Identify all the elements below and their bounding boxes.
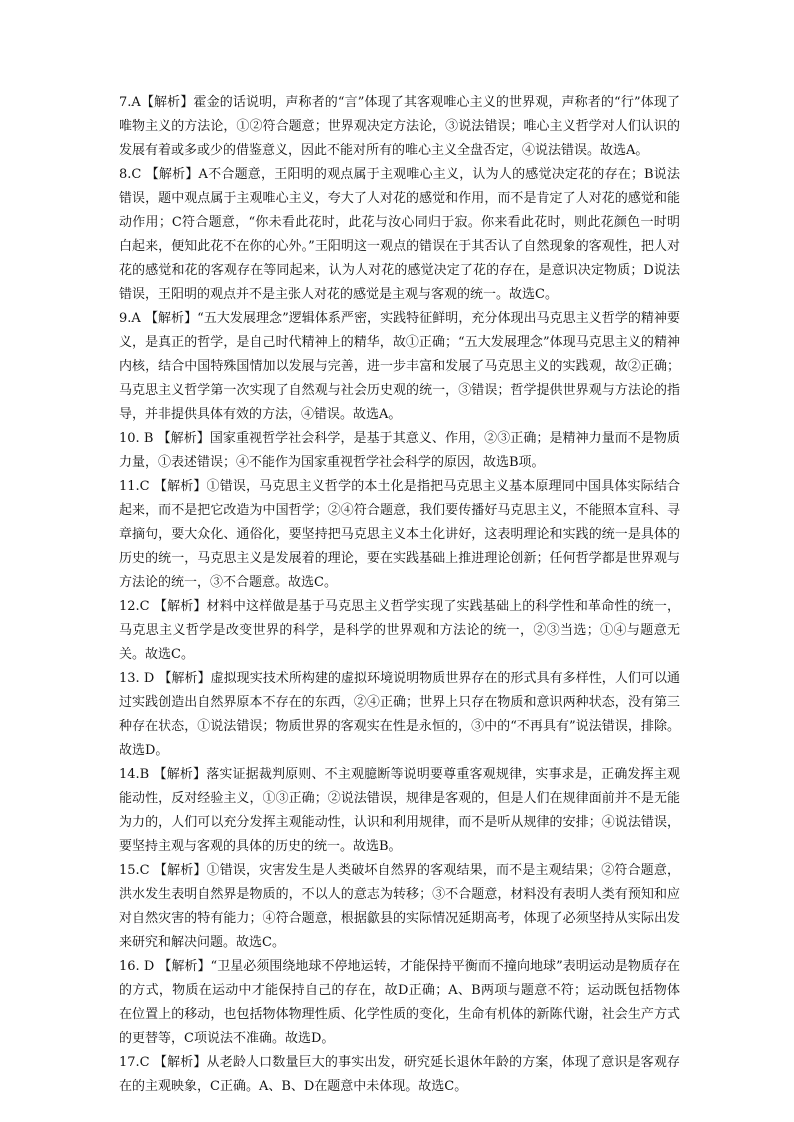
answer-item-15: 15.C 【解析】①错误，灾害发生是人类破坏自然界的客观结果，而不是主观结果；②符合题意，洪水发生表明自然界是物质的，不以人的意志为转移；③不合题意，材料没有表明人类有预知和应对自然灾害的特有能力；④符合题意，根据歙县的实际情况延期高考，体现了必须坚持从实际出发来研究和解决问题。故选C。	[119, 863, 680, 950]
answer-item-7: 7.A【解析】霍金的话说明，声称者的“言”体现了其客观唯心主义的世界观，声称者的“行”体现了唯物主义的方法论，①②符合题意；世界观决定方法论，③说法错误；唯心主义哲学对人们认识的发展有着或多或少的借鉴意义，因此不能对所有的唯心主义全盘否定，④说法错误。故选A。	[119, 95, 680, 158]
answer-item-9: 9.A 【解析】“五大发展理念”逻辑体系严密，实践特征鲜明，充分体现出马克思主义哲学的精神要义，是真正的哲学，是自己时代精神上的精华，故①正确；“五大发展理念”体现马克思主义的精神内核，结合中国特殊国情加以发展与完善，进一步丰富和发展了马克思主义的实践观，故②正确；马克思主义哲学第一次实现了自然观与社会历史观的统一，③错误；哲学提供世界观与方法论的指导，并非提供具体有效的方法，④错误。故选A。	[119, 311, 680, 422]
answer-item-17: 17.C 【解析】从老龄人口数量巨大的事实出发，研究延长退休年龄的方案，体现了意识是客观存在的主观映象，C正确。A、B、D在题意中未体现。故选C。	[119, 1055, 680, 1094]
answer-item-11: 11.C 【解析】①错误，马克思主义哲学的本土化是指把马克思主义基本原理同中国具体实际结合起来，而不是把它改造为中国哲学；②④符合题意，我们要传播好马克思主义，不能照本宣科、寻章摘句，要大众化、通俗化，要坚持把马克思主义本土化讲好，这表明理论和实践的统一是具体的历史的统一，马克思主义是发展着的理论，要在实践基础上推进理论创新；任何哲学都是世界观与方法论的统一，③不合题意。故选C。	[119, 479, 680, 590]
answer-item-8: 8.C 【解析】A不合题意，王阳明的观点属于主观唯心主义，认为人的感觉决定花的存在；B说法错误，题中观点属于主观唯心主义，夸大了人对花的感觉和作用，而不是肯定了人对花的感觉和能动作用；C符合题意，“你未看此花时，此花与汝心同归于寂。你来看此花时，则此花颜色一时明白起来，便知此花不在你的心外。”王阳明这一观点的错误在于其否认了自然现象的客观性，把人对花的感觉和花的客观存在等同起来，认为人对花的感觉决定了花的存在，是意识决定物质；D说法错误，王阳明的观点并不是主张人对花的感觉是主观与客观的统一。故选C。	[119, 167, 680, 302]
answer-item-16: 16. D 【解析】“卫星必须围绕地球不停地运转，才能保持平衡而不撞向地球”表明运动是物质存在的方式，物质在运动中才能保持自己的存在，故D正确；A、B两项与题意不符；运动既包括物体在位置上的移动，也包括物体物理性质、化学性质的变化，生命有机体的新陈代谢，社会生产方式的更替等，C项说法不准确。故选D。	[119, 959, 680, 1046]
answer-explanations	[119, 91, 680, 1099]
answer-item-13: 13. D 【解析】虚拟现实技术所构建的虚拟环境说明物质世界存在的形式具有多样性，人们可以通过实践创造出自然界原本不存在的东西，②④正确；世界上只存在物质和意识两种状态，没有第三种存在状态，①说法错误；物质世界的客观实在性是永恒的，③中的“不再具有”说法错误，排除。故选D。	[119, 671, 680, 758]
answer-item-10: 10. B 【解析】国家重视哲学社会科学，是基于其意义、作用，②③正确；是精神力量而不是物质力量，①表述错误；④不能作为国家重视哲学社会科学的原因，故选B项。	[119, 431, 680, 470]
answer-item-14: 14.B 【解析】落实证据裁判原则、不主观臆断等说明要尊重客观规律，实事求是，正确发挥主观能动性，反对经验主义，①③正确；②说法错误，规律是客观的，但是人们在规律面前并不是无能为力的，人们可以充分发挥主观能动性，认识和利用规律，而不是听从规律的安排；④说法错误，要坚持主观与客观的具体的历史的统一。故选B。	[119, 767, 680, 854]
answer-item-12: 12.C 【解析】材料中这样做是基于马克思主义哲学实现了实践基础上的科学性和革命性的统一，马克思主义哲学是改变世界的科学，是科学的世界观和方法论的统一，②③当选；①④与题意无关。故选C。	[119, 599, 680, 662]
